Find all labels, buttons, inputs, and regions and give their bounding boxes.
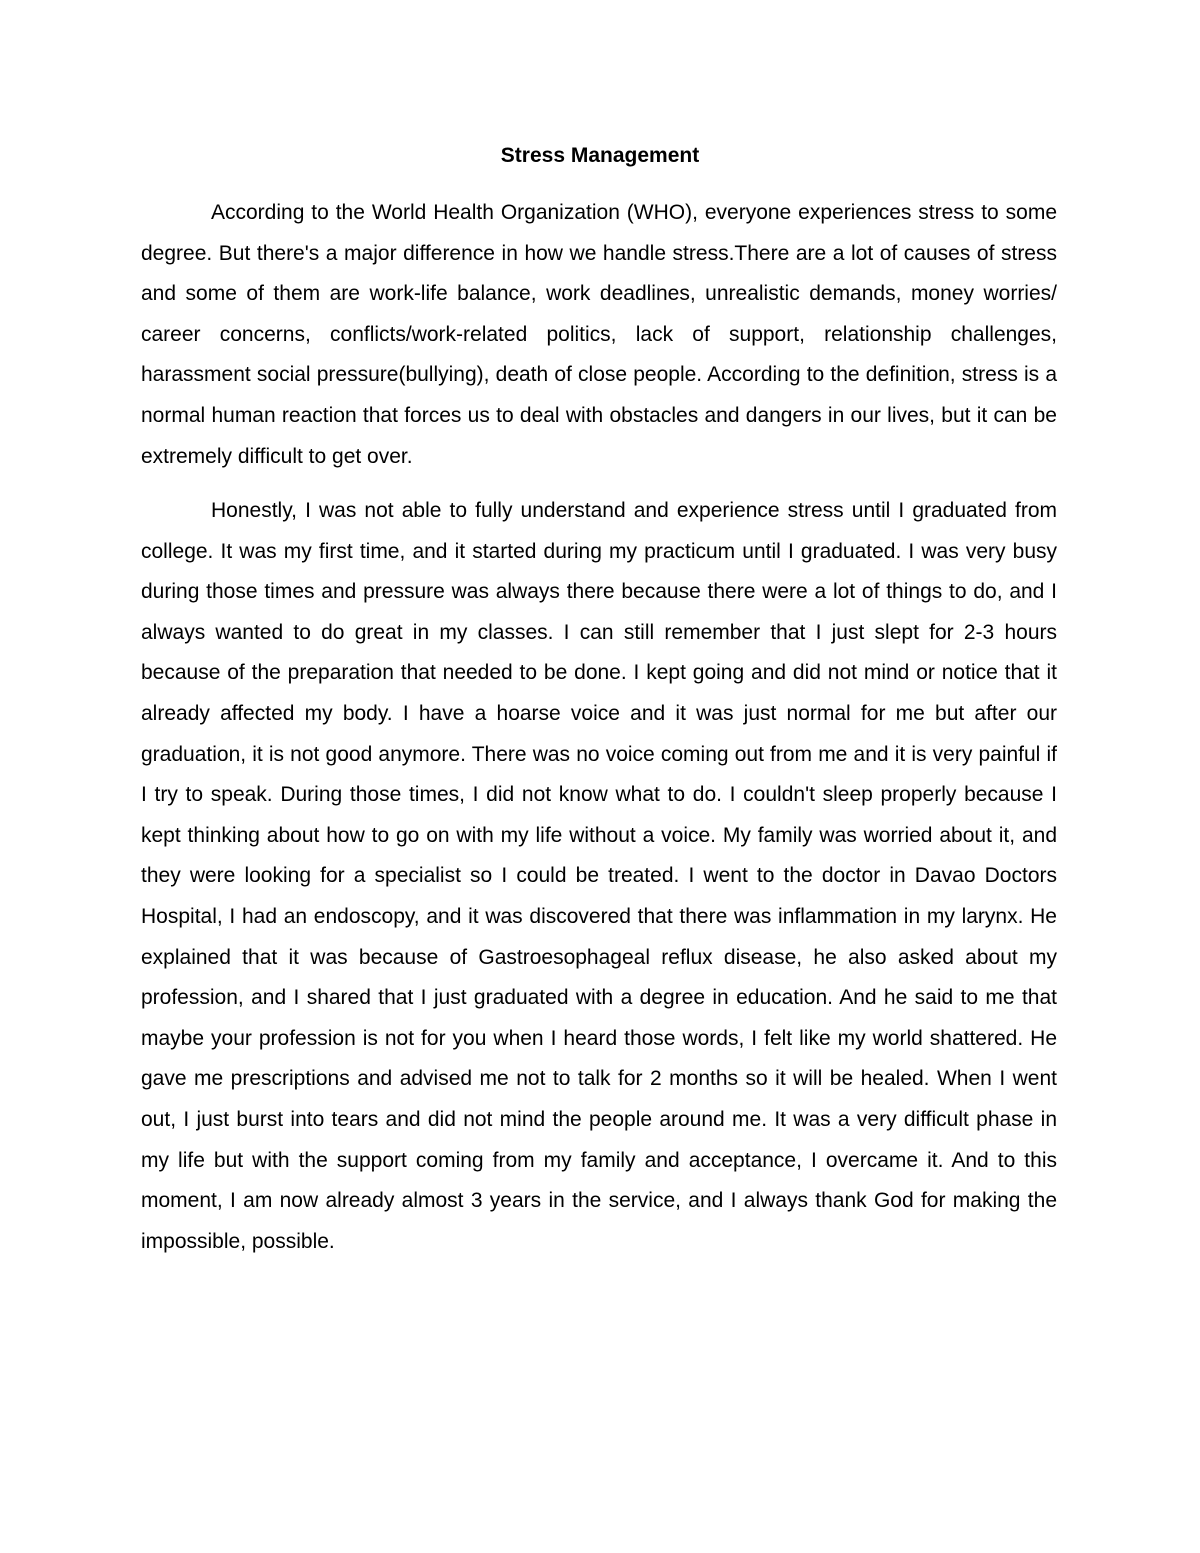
paragraph-2: Honestly, I was not able to fully understand and experience stress until I graduated from college. It was my first time, and it started during my practicum until I graduated. I was very busy during those times and pressure was always there because there were a lot of things to do, and I always wanted to do great in my classes. I can still remember that I just slept for 2-3 hours because of the preparation that needed to be done. I kept going and did not mind or notice that it already affected my body. I have a hoarse voice and it was just normal for me but after our graduation, it is not good anymore. There was no voice coming out from me and it is very painful if I try to speak. During those times, I did not know what to do. I couldn't sleep properly because I kept thinking about how to go on with my life without a voice. My family was worried about it, and they were looking for a specialist so I could be treated. I went to the doctor in Davao Doctors Hospital, I had an endoscopy, and it was discovered that there was inflammation in my larynx. He explained that it was because of Gastroesophageal reflux disease, he also asked about my profession, and I shared that I just graduated with a degree in education. And he said to me that maybe your profession is not for you when I heard those words, I felt like my world shattered. He gave me prescriptions and advised me not to talk for 2 months so it will be healed. When I went out, I just burst into tears and did not mind the people around me. It was a very difficult phase in my life but with the support coming from my family and acceptance, I overcame it. And to this moment, I am now already almost 3 years in the service, and I always thank God for making the impossible, possible. — [141, 499, 1057, 1253]
paragraph-1: According to the World Health Organization (WHO), everyone experiences stress to some degree. But there's a major difference in how we handle stress.There are a lot of causes of stress and some of them are work-life balance, work deadlines, unrealistic demands, money worries/ career concerns, conflicts/work-related politics, lack of support, relationship challenges, harassment social pressure(bullying), death of close people. According to the definition, stress is a normal human reaction that forces us to deal with obstacles and dangers in our lives, but it can be extremely difficult to get over. — [141, 201, 1057, 468]
document-title: Stress Management — [500, 144, 700, 167]
